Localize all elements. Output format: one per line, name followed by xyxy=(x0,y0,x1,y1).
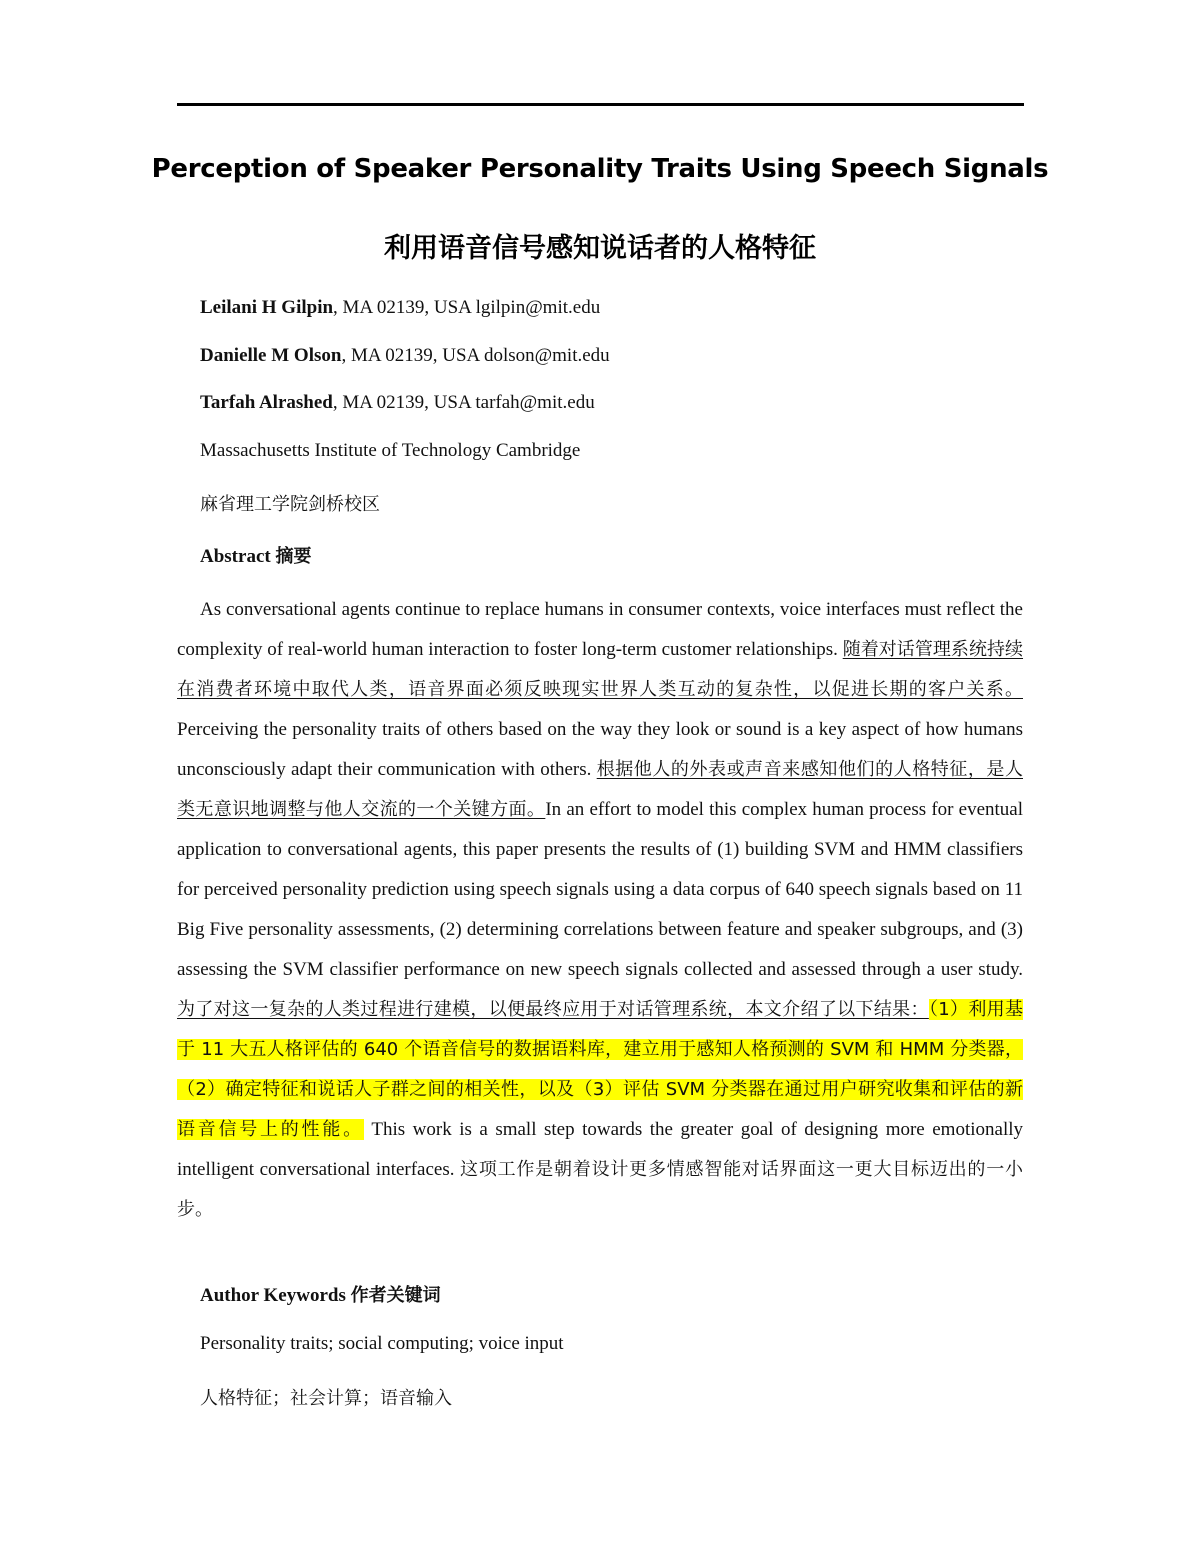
author-line-2 xyxy=(200,345,610,367)
author-detail: , MA 02139, USA dolson@mit.edu xyxy=(341,345,610,366)
abstract-zh-3a: 为了对这一复杂的人类过程进行建模，以便最终应用于对话管理系统，本文介绍了以下结果： xyxy=(177,999,929,1020)
abstract-en-2: Perceiving the personality traits of others based on the way they look or sound is a key aspect of how humans unconsciously adapt their communication with others. xyxy=(177,719,1023,780)
abstract-en-1: As conversational agents continue to replace humans in consumer contexts, voice interfaces must reflect the complexity of real-world human interaction to foster long-term customer relationships. xyxy=(177,599,1023,660)
keywords-english: Personality traits; social computing; voice input xyxy=(200,1333,564,1354)
author-line-3 xyxy=(200,392,595,414)
abstract-zh-1: 随着对话管理系统持续在消费者环境中取代人类，语音界面必须反映现实世界人类互动的复杂性，以促进长期的客户关系。 xyxy=(177,639,1024,700)
keywords-chinese: 人格特征；社会计算；语音输入 xyxy=(200,1388,452,1409)
abstract-zh-3b-highlight: （1）利用基于 11 大五人格评估的 640 个语音信号的数据语料库，建立用于感知人格预测的 SVM 和 HMM 分类器，（2）确定特征和说话人子群之间的相关性，以及（3）评估 SVM 分类器在通过用户研究收集和评估的新语音信号上的性能。 xyxy=(177,999,1024,1140)
author-detail: , MA 02139, USA tarfah@mit.edu xyxy=(332,392,595,413)
author-name: Danielle M Olson xyxy=(200,345,342,366)
abstract-en-3: In an effort to model this complex human process for eventual application to conversational agents, this paper presents the results of (1) building SVM and HMM classifiers for perceived personality prediction using speech signals using a data corpus of 640 speech signals based on 11 Big Five personality assessments, (2) determining correlations between feature and speaker subgroups, and (3) assessing the SVM classifier performance on new speech signals collected and assessed through a user study. xyxy=(177,799,1023,980)
affiliation-chinese: 麻省理工学院剑桥校区 xyxy=(200,494,380,515)
author-name: Leilani H Gilpin xyxy=(200,297,334,318)
abstract-zh-2: 根据他人的外表或声音来感知他们的人格特征，是人类无意识地调整与他人交流的一个关键方面。 xyxy=(177,759,1023,820)
author-name: Tarfah Alrashed xyxy=(200,392,333,413)
header-rule xyxy=(177,103,1024,106)
abstract-body xyxy=(177,590,1023,1230)
abstract-heading: Abstract 摘要 xyxy=(200,546,312,567)
title-chinese: 利用语音信号感知说话者的人格特征 xyxy=(384,233,816,264)
keywords-heading: Author Keywords 作者关键词 xyxy=(200,1285,441,1306)
author-detail: , MA 02139, USA lgilpin@mit.edu xyxy=(333,297,601,318)
author-line-1 xyxy=(200,297,600,319)
title-english: Perception of Speaker Personality Traits Using Speech Signals xyxy=(151,154,1049,184)
abstract-en-4: This work is a small step towards the greater goal of designing more emotionally intelligent conversational interfaces. xyxy=(177,1119,1024,1180)
abstract-zh-4: 这项工作是朝着设计更多情感智能对话界面这一更大目标迈出的一小步。 xyxy=(177,1159,1023,1220)
affiliation-english: Massachusetts Institute of Technology Cambridge xyxy=(200,440,581,461)
